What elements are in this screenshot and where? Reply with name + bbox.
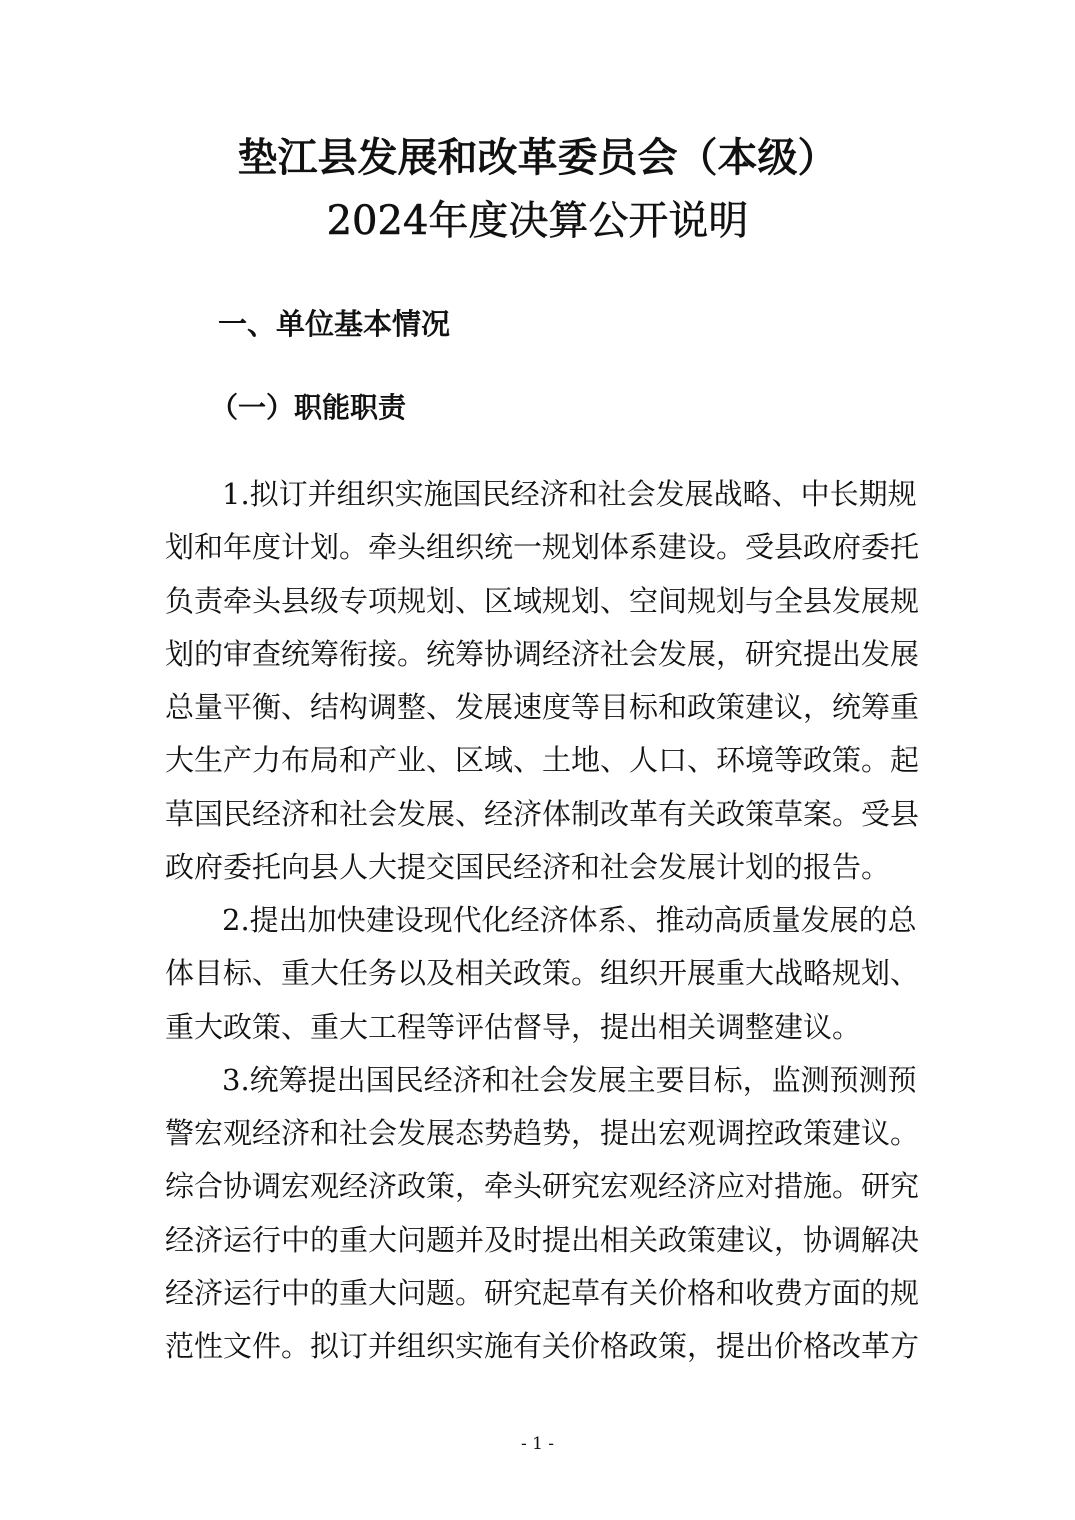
paragraph-line: 划和年度计划。牵头组织统一规划体系建设。受县政府委托 xyxy=(165,530,920,565)
paragraph-line: 1.拟订并组织实施国民经济和社会发展战略、中长期规 xyxy=(222,477,917,511)
document-title: 垫江县发展和改革委员会（本级） xyxy=(237,134,838,181)
paragraph-line: 范性文件。拟订并组织实施有关价格政策，提出价格改革方 xyxy=(165,1329,920,1363)
paragraph-line: 体目标、重大任务以及相关政策。组织开展重大战略规划、 xyxy=(165,956,920,991)
section-heading: 一、单位基本情况 xyxy=(218,307,451,341)
document-subtitle: 2024年度决算公开说明 xyxy=(326,198,749,244)
subsection-heading: （一）职能职责 xyxy=(210,391,407,424)
paragraph-line: 3.统筹提出国民经济和社会发展主要目标，监测预测预 xyxy=(222,1062,917,1097)
paragraph-line: 警宏观经济和社会发展态势趋势，提出宏观调控政策建议。 xyxy=(165,1116,920,1150)
paragraph-line: 负责牵头县级专项规划、区域规划、空间规划与全县发展规 xyxy=(165,583,920,618)
paragraph-line: 划的审查统筹衔接。统筹协调经济社会发展，研究提出发展 xyxy=(165,636,920,671)
paragraph-line: 经济运行中的重大问题并及时提出相关政策建议，协调解决 xyxy=(165,1222,920,1257)
paragraph-line: 大生产力布局和产业、区域、土地、人口、环境等政策。起 xyxy=(165,743,920,778)
paragraph-line: 政府委托向县人大提交国民经济和社会发展计划的报告。 xyxy=(165,849,891,884)
page-number: - 1 - xyxy=(520,1434,555,1454)
paragraph-line: 总量平衡、结构调整、发展速度等目标和政策建议，统筹重 xyxy=(165,690,920,724)
paragraph-line: 重大政策、重大工程等评估督导，提出相关调整建议。 xyxy=(165,1009,862,1044)
paragraph-line: 综合协调宏观经济政策，牵头研究宏观经济应对措施。研究 xyxy=(165,1169,920,1204)
paragraph-line: 经济运行中的重大问题。研究起草有关价格和收费方面的规 xyxy=(165,1275,920,1310)
paragraph-line: 2.提出加快建设现代化经济体系、推动高质量发展的总 xyxy=(222,903,917,937)
paragraph-line: 草国民经济和社会发展、经济体制改革有关政策草案。受县 xyxy=(165,796,920,831)
